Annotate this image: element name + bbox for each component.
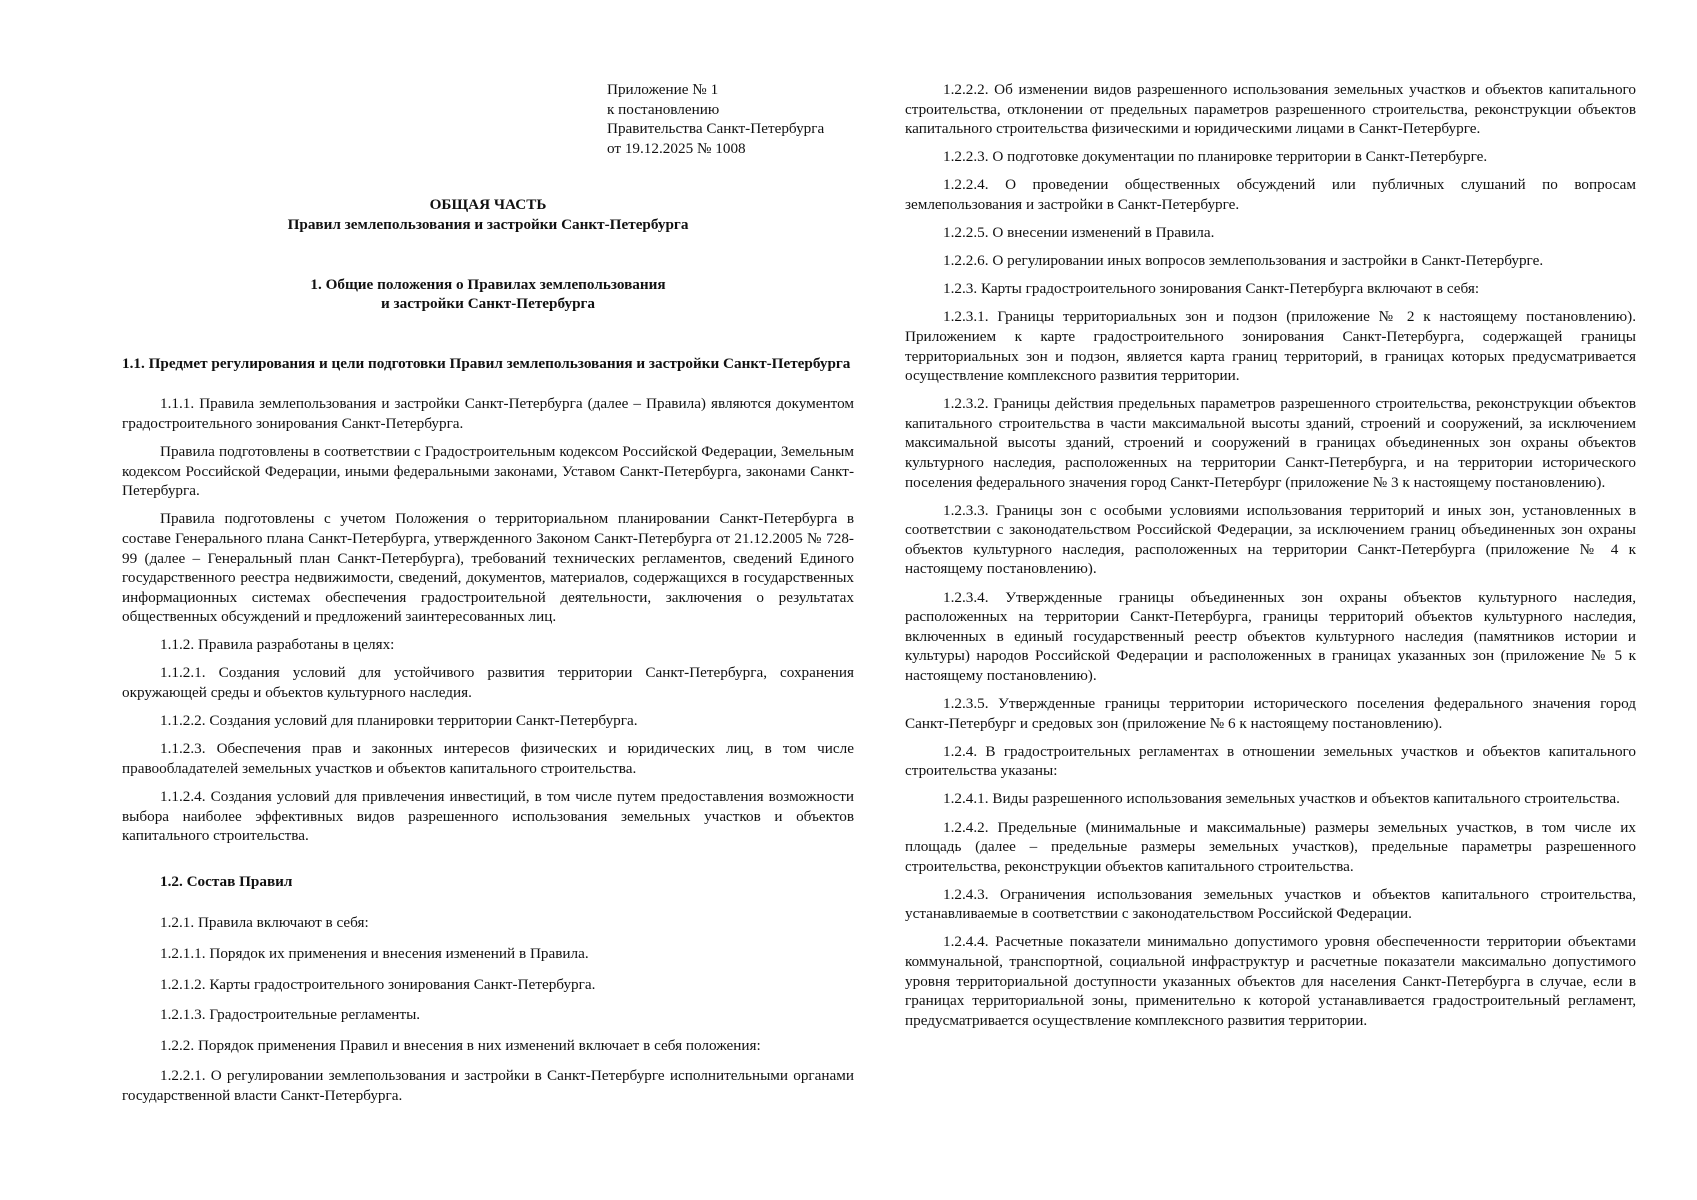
paragraph: 1.1.1. Правила землепользования и застройки Санкт-Петербурга (далее – Правила) являются документом градостроительного зонирования Санкт-Петербурга. [122,395,854,432]
approval-line-4: от 19.12.2025 № 1008 [607,139,746,157]
heading-1-2: 1.2. Состав Правил [160,872,293,890]
paragraph: Правила подготовлены с учетом Положения о территориальном планировании Санкт-Петербурга в составе Генерального плана Санкт-Петербурга, утвержденного Законом Санкт-Петербурга от 21.12.2005 № 728-99 (далее – Генеральный план Санкт-Петербурга), требований технических регламентов, сведений Единого государственного реестра недвижимости, сведений, документов, материалов, содержащихся в государственных информационных системах обеспечения градостроительной деятельности, заключения о результатах общественных обсуждений и предложений заинтересованных лиц. [122,510,854,626]
paragraph: 1.2.3.2. Границы действия предельных параметров разрешенного строительства, реконструкции объектов капитального строительства в части максимальной высоты зданий, строений и сооружений, за исключением максимальной высоты зданий, строений и сооружений в границах объединенных зон охраны объектов культурного наследия, расположенных на территории Санкт-Петербурга, и на территории исторического поселения федерального значения город Санкт-Петербург (приложение № 3 к настоящему постановлению). [905,395,1636,491]
title-line-1: ОБЩАЯ ЧАСТЬ [429,196,547,214]
paragraph: 1.2.3. Карты градостроительного зонирования Санкт-Петербурга включают в себя: [943,280,1480,298]
paragraph: 1.2.4.4. Расчетные показатели минимально допустимого уровня обеспеченности территории объектами коммунальной, транспортной, социальной инфраструктур и расчетные показатели максимально допустимого уровня территориальной доступности указанных объектов для населения Санкт-Петербурга в случае, если в границах территориальной зоны, применительно к которой устанавливается градостроительный регламент, предусматривается осуществление комплексного развития территории. [905,933,1636,1029]
paragraph: 1.2.2.6. О регулировании иных вопросов землепользования и застройки в Санкт-Петербурге. [943,252,1544,270]
heading-1-1: 1.1. Предмет регулирования и цели подготовки Правил землепользования и застройки Санкт-Петербурга [122,354,851,372]
paragraph: 1.1.2.2. Создания условий для планировки территории Санкт-Петербурга. [160,712,638,730]
paragraph: 1.1.2.3. Обеспечения прав и законных интересов физических и юридических лиц, в том числе правообладателей земельных участков и объектов капитального строительства. [122,740,854,777]
paragraph: 1.2.4.2. Предельные (минимальные и максимальные) размеры земельных участков, в том числе их площадь (далее – предельные размеры земельных участков), предельные параметры разрешенного строительства, реконструкции объектов капитального строительства. [905,818,1636,875]
section-1-line-1: 1. Общие положения о Правилах землепользования [310,275,666,293]
paragraph: 1.2.3.1. Границы территориальных зон и подзон (приложение № 2 к настоящему постановлению). Приложением к карте градостроительного зонирования Санкт-Петербурга, содержащей границы территориальных зон и подзон, является карта границ территорий, в границах которых предусматривается осуществление комплексного развития территории. [905,308,1636,385]
paragraph: 1.1.2. Правила разработаны в целях: [160,636,395,654]
paragraph: 1.2.2.1. О регулировании землепользования и застройки в Санкт-Петербурге исполнительными органами государственной власти Санкт-Петербурга. [122,1067,854,1104]
paragraph: 1.2.2.3. О подготовке документации по планировке территории в Санкт-Петербурге. [943,148,1488,166]
paragraph: 1.2.4. В градостроительных регламентах в отношении земельных участков и объектов капитального строительства указаны: [905,742,1636,780]
document-title [122,195,854,234]
paragraph: 1.2.3.4. Утвержденные границы объединенных зон охраны объектов культурного наследия, расположенных на территории Санкт-Петербурга, границы территорий объектов культурного наследия, включенных в единый государственный реестр объектов культурного наследия (памятников истории и культуры) народов Российской Федерации и расположенных в границах указанных зон (приложение № 5 к настоящему постановлению). [905,588,1636,684]
right-column [905,80,1636,1039]
paragraph: 1.2.1.1. Порядок их применения и внесения изменений в Правила. [160,944,589,962]
section-1-heading [122,275,854,314]
paragraph: 1.2.1.3. Градостроительные регламенты. [160,1006,421,1024]
paragraph: 1.2.2. Порядок применения Правил и внесения в них изменений включает в себя положения: [160,1036,761,1054]
approval-line-3: Правительства Санкт-Петербурга [607,120,825,138]
paragraph: 1.2.2.2. Об изменении видов разрешенного использования земельных участков и объектов капитального строительства, отклонении от предельных параметров разрешенного строительства, реконструкции объектов капитального строительства физическими и юридическими лицами в Санкт-Петербурге. [905,81,1636,138]
paragraph: 1.2.3.5. Утвержденные границы территории исторического поселения федерального значения город Санкт-Петербург и средовых зон (приложение № 6 к настоящему постановлению). [905,695,1636,732]
approval-line-2: к постановлению [607,100,720,118]
approval-block [607,80,854,158]
paragraph: 1.2.1.2. Карты градостроительного зонирования Санкт-Петербурга. [160,975,596,993]
approval-line-1: Приложение № 1 [607,81,719,98]
paragraph: 1.2.4.1. Виды разрешенного использования земельных участков и объектов капитального строительства. [943,790,1620,808]
title-line-2: Правил землепользования и застройки Санкт-Петербурга [287,215,689,233]
paragraph: 1.2.1. Правила включают в себя: [160,914,369,932]
left-column [122,80,854,1114]
paragraph: 1.1.2.1. Создания условий для устойчивого развития территории Санкт-Петербурга, сохранения окружающей среды и объектов культурного наследия. [122,664,854,702]
paragraph: 1.2.2.5. О внесении изменений в Правила. [943,224,1215,242]
paragraph: 1.1.2.4. Создания условий для привлечения инвестиций, в том числе путем предоставления возможности выбора наиболее эффективных видов разрешенного использования земельных участков и объектов капитального строительства. [122,787,854,845]
section-1-line-2: и застройки Санкт-Петербурга [380,295,596,313]
paragraph: 1.2.2.4. О проведении общественных обсуждений или публичных слушаний по вопросам землепользования и застройки в Санкт-Петербурге. [905,176,1636,213]
paragraph: 1.2.3.3. Границы зон с особыми условиями использования территорий и иных зон, установленных в соответствии с законодательством Российской Федерации, за исключением границ объединенных зон охраны объектов культурного наследия, расположенных на территории Санкт-Петербурга (приложение № 4 к настоящему постановлению). [905,501,1636,578]
paragraph: Правила подготовлены в соответствии с Градостроительным кодексом Российской Федерации, Земельным кодексом Российской Федерации, иными федеральными законами, Уставом Санкт-Петербурга, законами Санкт-Петербурга. [122,443,854,500]
paragraph: 1.2.4.3. Ограничения использования земельных участков и объектов капитального строительства, устанавливаемые в соответствии с законодательством Российской Федерации. [905,885,1636,923]
